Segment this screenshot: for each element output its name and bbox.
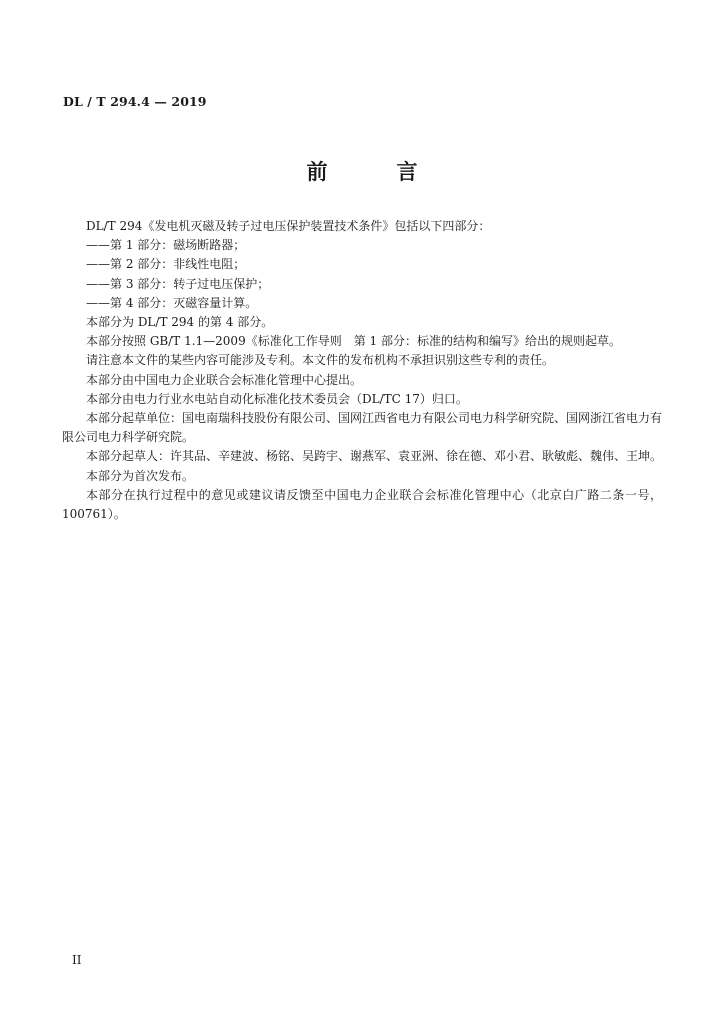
list-item-part-1: ——第 1 部分：磁场断路器； — [86, 238, 246, 253]
list-item-part-2: ——第 2 部分：非线性电阻； — [86, 257, 246, 272]
page-title: 前 言 — [306, 159, 442, 184]
document-code: DL / T 294.4 — 2019 — [63, 94, 207, 109]
paragraph-centralized-by: 本部分由电力行业水电站自动化标准化技术委员会（DL/TC 17）归口。 — [86, 391, 468, 406]
paragraph-first-release: 本部分为首次发布。 — [86, 468, 195, 483]
paragraph-drafters: 本部分起草人：许其品、辛建波、杨铭、吴跨宇、谢燕军、袁亚洲、徐在德、邓小君、耿敏彪、魏伟、王坤。 — [86, 449, 663, 464]
list-item-part-3: ——第 3 部分：转子过电压保护； — [86, 276, 270, 291]
paragraph-drafting-rules: 本部分按照 GB/T 1.1—2009《标准化工作导则 第 1 部分：标准的结构和编写》给出的规则起草。 — [86, 334, 621, 349]
paragraph-feedback: 本部分在执行过程中的意见或建议请反馈至中国电力企业联合会标准化管理中心（北京白广路二条一号，100761）。 — [62, 487, 662, 522]
page-number: II — [72, 953, 82, 967]
foreword-body — [62, 217, 662, 524]
paragraph-drafting-units: 本部分起草单位：国电南瑞科技股份有限公司、国网江西省电力有限公司电力科学研究院、国网浙江省电力有限公司电力科学研究院。 — [62, 411, 663, 445]
paragraph-proposed-by: 本部分由中国电力企业联合会标准化管理中心提出。 — [86, 372, 363, 387]
paragraph-part-statement: 本部分为 DL/T 294 的第 4 部分。 — [86, 315, 274, 330]
list-item-part-4: ——第 4 部分：灭磁容量计算。 — [86, 295, 258, 310]
paragraph-patent-notice: 请注意本文件的某些内容可能涉及专利。本文件的发布机构不承担识别这些专利的责任。 — [86, 353, 555, 368]
paragraph-intro: DL/T 294《发电机灭磁及转子过电压保护装置技术条件》包括以下四部分： — [86, 219, 491, 233]
